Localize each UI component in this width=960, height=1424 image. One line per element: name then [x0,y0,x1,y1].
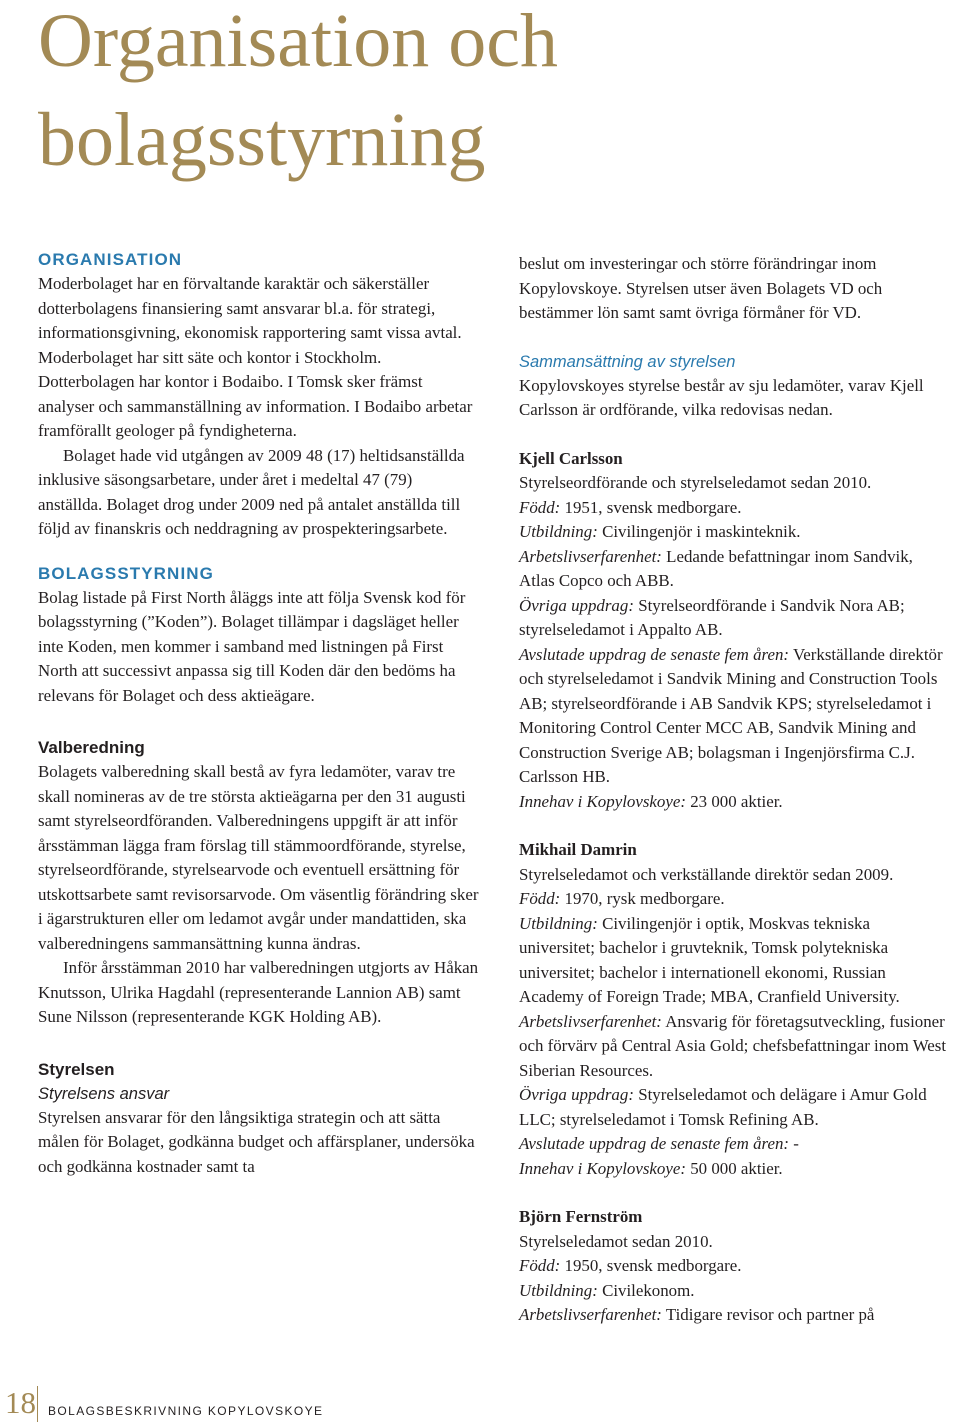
board-member-1 [519,447,949,815]
member-role: Styrelseledamot och verkställande direktör sedan 2009. [519,864,894,884]
footer-document-title: BOLAGSBESKRIVNING KOPYLOVSKOYE [48,1404,324,1418]
right-column [519,252,949,1328]
member-born: Född: 1950, svensk medborgare. [519,1256,742,1275]
left-column [38,248,480,1179]
member-role: Styrelseledamot sedan 2010. [519,1231,713,1251]
footer-divider [37,1386,38,1422]
page-title: Organisation och bolagsstyrning [38,0,558,182]
sammansattning-paragraph: Kopylovskoyes styrelse består av sju ledamöter, varav Kjell Carlsson är ordförande, vilka redovisas nedan. [519,375,924,419]
member-other-assignments: Övriga uppdrag: Styrelseordförande i Sandvik Nora AB; styrelseledamot i Appalto AB. [519,595,905,639]
section-sammansattning [519,350,949,423]
member-born: Född: 1951, svensk medborgare. [519,497,742,517]
sammansattning-subheading: Sammansättning av styrelsen [519,352,736,371]
board-member-3 [519,1205,949,1328]
member-name: Mikhail Damrin [519,840,637,859]
member-experience: Arbetslivserfarenhet: Ledande befattningar inom Sandvik, Atlas Copco och ABB. [519,546,913,590]
bolagsstyrning-paragraph: Bolag listade på First North åläggs inte att följa Svensk kod för bolagsstyrning (”Koden”). Bolaget tillämpar i dagsläget heller inte Koden, men kommer i samband med listningen på First North att successivt anpassa sig till Koden där den bedöms ha relevans för Bolaget och dess aktieägare. [38,587,466,705]
styrelsens-ansvar-subheading: Styrelsens ansvar [38,1084,170,1103]
organisation-paragraph-1: Moderbolaget har en förvaltande karaktär och säkerställer dotterbolagens finansiering samt ansvarar bl.a. för strategi, informationsgivning, ekonomisk rapportering samt vissa avtal. Moderbolaget har sitt säte och kontor i Stockholm. Dotterbolagen har kontor i Bodaibo. I Tomsk sker främst analyser och sammanställning av information. I Bodaibo arbetar framförallt geologer på fyndigheterna. [38,274,473,440]
page-footer [0,1386,960,1424]
member-other-assignments: Övriga uppdrag: Styrelseledamot och delägare i Amur Gold LLC; styrelseledamot i Tomsk Refining AB. [519,1085,927,1129]
member-name: Kjell Carlsson [519,448,623,468]
bolagsstyrning-heading: BOLAGSSTYRNING [38,563,214,583]
member-holdings: Innehav i Kopylovskoye: 50 000 aktier. [519,1158,783,1178]
member-born: Född: 1970, rysk medborgare. [519,889,725,908]
section-bolagsstyrning [38,562,480,709]
section-organisation [38,248,480,542]
member-past-assignments: Avslutade uppdrag de senaste fem åren: Verkställande direktör och styrelseledamot i Sandvik Mining and Construction Tools AB; styrelseordförande i AB Sandvik KPS; styrelseledamot i Monitoring Control Center MCC AB, Sandvik Mining and Construction Sverige AB; bolagsman i Ingenjörsfirma C.J. Carlsson HB. [519,644,943,786]
valberedning-heading: Valberedning [38,738,145,757]
section-valberedning [38,736,480,1030]
member-name: Björn Fernström [519,1207,643,1226]
styrelsen-heading: Styrelsen [38,1059,115,1079]
section-styrelsen [38,1058,480,1180]
valberedning-paragraph-1: Bolagets valberedning skall bestå av fyra ledamöter, varav tre skall nomineras av de tre största aktieägarna per den 31 augusti samt styrelseordföranden. Valberedningens uppgift är att inför årsstämman lägga fram förslag till stämmoordförande, styrelse, styrelseordförande, styrelsearvode och eventuell ersättning för utskottsarbete samt revisorsarvode. Om väsentlig förändring sker i ägarstrukturen eller om ledamot avgår under mandattiden, ska valberedningens sammansättning kunna ändras. [38,762,479,953]
styrelsen-paragraph: Styrelsen ansvarar för den långsiktiga strategin och att sätta målen för Bolaget, godkänna budget och affärsplaner, undersöka och godkänna kostnader samt ta [38,1107,475,1176]
organisation-paragraph-2: Bolaget hade vid utgången av 2009 48 (17) heltidsanställda inklusive säsongsarbetare, under året i medeltal 47 (79) anställda. Bolaget drog under 2009 ned på antalet anställda till följd av finanskris och neddragning av prospekteringsarbete. [38,445,465,538]
member-role: Styrelseordförande och styrelseledamot sedan 2010. [519,473,872,492]
board-member-2 [519,838,949,1181]
member-experience: Arbetslivserfarenhet: Tidigare revisor och partner på [519,1305,875,1324]
member-holdings: Innehav i Kopylovskoye: 23 000 aktier. [519,791,783,811]
organisation-heading: ORGANISATION [38,250,183,269]
continuation-paragraph: beslut om investeringar och större förändringar inom Kopylovskoye. Styrelsen utser även Bolagets VD och bestämmer lön samt samt övriga förmåner för VD. [519,254,883,322]
valberedning-paragraph-2: Inför årsstämman 2010 har valberedningen utgjorts av Håkan Knutsson, Ulrika Hagdahl (representerande Lannion AB) samt Sune Nilsson (representerande KGK Holding AB). [38,958,479,1026]
member-experience: Arbetslivserfarenhet: Ansvarig för företagsutveckling, fusioner och förvärv på Central Asia Gold; chefsbefattningar inom West Siberian Resources. [519,1011,947,1080]
member-past-assignments: Avslutade uppdrag de senaste fem åren: - [519,1134,799,1153]
member-education: Utbildning: Civilingenjör i optik, Moskvas tekniska universitet; bachelor i gruvteknik, Tomsk polytekniska universitet; bachelor i internationell ekonomi, Russian Academy of Foreign Trade; MBA, Cranfield University. [519,913,900,1006]
page-number: 18 [5,1385,36,1420]
member-education: Utbildning: Civilingenjör i maskinteknik. [519,522,801,541]
member-education: Utbildning: Civilekonom. [519,1280,695,1300]
